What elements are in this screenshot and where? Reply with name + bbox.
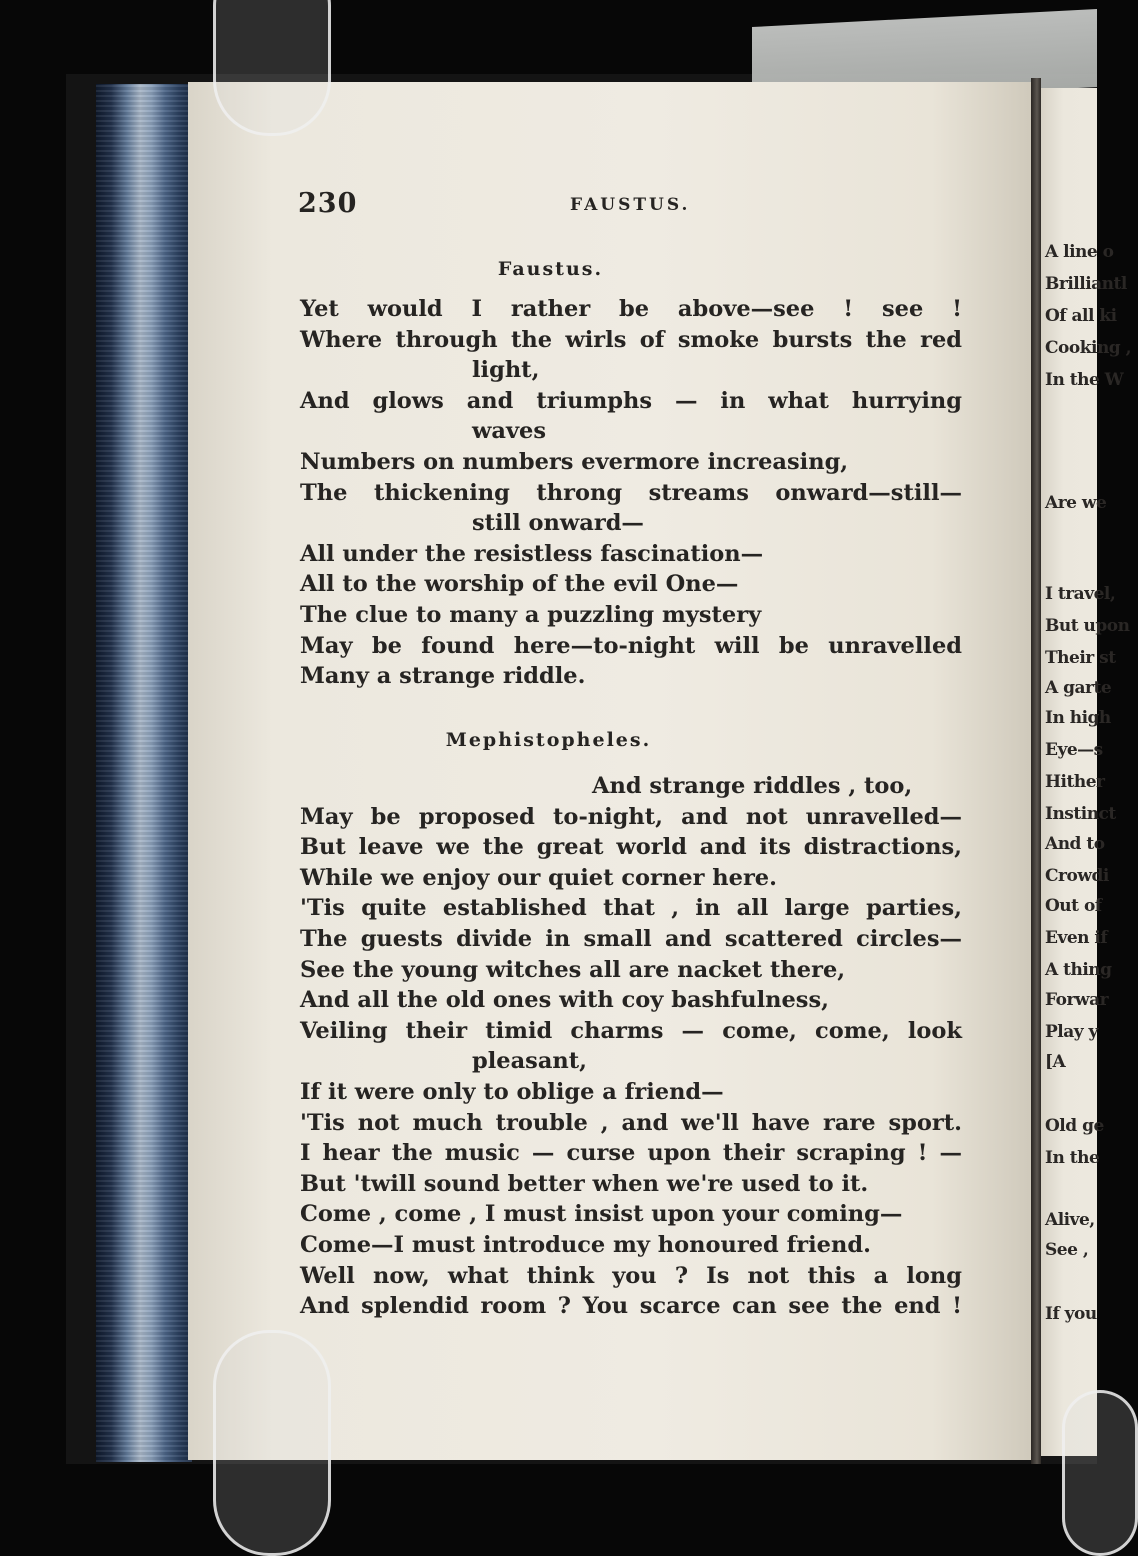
book-gutter (1031, 78, 1041, 1464)
speaker-mephistopheles: Mephistopheles. (445, 729, 652, 751)
facing-page-fragment: A line o (1045, 242, 1114, 262)
verse-line: Many a strange riddle. (300, 663, 586, 690)
verse-line: Well now, what think you ? Is not this a long (300, 1262, 962, 1289)
facing-page-fragment: Are we (1045, 493, 1107, 513)
verse-line: waves (472, 418, 547, 445)
verse-line: And all the old ones with coy bashfulness, (300, 987, 829, 1014)
facing-page-fragment: I travel, (1045, 584, 1116, 604)
verse-line: And splendid room ? You scarce can see the end ! (300, 1293, 962, 1320)
facing-page-fragment: Hither (1045, 772, 1105, 792)
facing-page-fragment: In the W (1045, 370, 1124, 390)
facing-page-fragment: But upon (1045, 616, 1130, 636)
facing-page-fragment: Crowdi (1045, 866, 1109, 886)
facing-page-fragment: Even if (1045, 928, 1108, 948)
verse-line: pleasant, (472, 1048, 588, 1075)
mephistopheles-speech (300, 771, 962, 1322)
facing-page-fragment: Old ge (1045, 1116, 1104, 1136)
verse-line: While we enjoy our quiet corner here. (300, 864, 777, 891)
facing-page-fragment: In high (1045, 708, 1111, 728)
verse-line: The guests divide in small and scattered circles— (300, 925, 962, 952)
faustus-speech (300, 294, 962, 692)
verse-line: I hear the music — curse upon their scraping ! — (300, 1140, 962, 1167)
page-holder-clip-bottom (213, 1330, 331, 1556)
verse-line: See the young witches all are nacket there, (300, 956, 846, 983)
verse-line: May be proposed to-night, and not unravelled— (300, 803, 962, 830)
verse-line: 'Tis quite established that , in all large parties, (300, 895, 962, 922)
facing-page-fragment: Play y (1045, 1022, 1098, 1042)
marbled-page-edge (96, 84, 192, 1462)
facing-page-fragment: If you (1045, 1304, 1097, 1324)
verse-line: Veiling their timid charms — come, come, look (300, 1017, 962, 1044)
verse-line: Numbers on numbers evermore increasing, (300, 448, 849, 475)
verse-line: Where through the wirls of smoke bursts the red (300, 326, 962, 353)
facing-page-fragment: And to (1045, 834, 1105, 854)
verse-line: All under the resistless fascination— (300, 540, 764, 567)
facing-page-fragment: Brilliantl (1045, 274, 1127, 294)
verse-line: Come—I must introduce my honoured friend. (300, 1231, 871, 1258)
running-title: FAUSTUS. (570, 195, 691, 215)
book-page-right (1041, 88, 1132, 1456)
verse-line: And strange riddles , too, (592, 773, 913, 799)
facing-page-fragment: [A (1045, 1052, 1066, 1072)
verse-line: 'Tis not much trouble , and we'll have rare sport. (300, 1109, 962, 1136)
verse-line: Yet would I rather be above—see ! see ! (300, 296, 962, 322)
verse-line: If it were only to oblige a friend— (300, 1078, 724, 1105)
verse-line: light, (472, 357, 540, 384)
facing-page-fragment: Eye—s (1045, 740, 1103, 760)
facing-page-fragment: A garte (1045, 678, 1112, 698)
verse-line: But 'twill sound better when we're used to it. (300, 1170, 869, 1197)
facing-page-fragment: Out of (1045, 896, 1102, 916)
facing-page-fragment: Instinct (1045, 804, 1116, 824)
page-holder-clip-top (213, 0, 331, 136)
speaker-faustus: Faustus. (497, 258, 604, 280)
verse-line: The clue to many a puzzling mystery (300, 601, 762, 628)
page-number: 230 (298, 188, 358, 219)
verse-line: All to the worship of the evil One— (300, 571, 739, 598)
facing-page-fragment: In the (1045, 1148, 1100, 1168)
verse-line: The thickening throng streams onward—still— (300, 479, 962, 506)
book-page-left (188, 82, 1033, 1460)
facing-page-fragment: See , (1045, 1240, 1089, 1260)
facing-page-fragment: Forwar (1045, 990, 1109, 1010)
verse-line: May be found here—to-night will be unravelled (300, 632, 962, 659)
verse-line: still onward— (472, 510, 644, 537)
facing-page-fragment: Their st (1045, 648, 1116, 668)
page-holder-clip-right (1062, 1390, 1138, 1556)
facing-page-fragment: A thing (1045, 960, 1112, 980)
verse-line: But leave we the great world and its distractions, (300, 834, 962, 861)
verse-line: Come , come , I must insist upon your coming— (300, 1201, 903, 1228)
facing-page-fragment: Alive, (1045, 1210, 1095, 1230)
verse-line: And glows and triumphs — in what hurrying (300, 387, 962, 414)
facing-page-fragment: Of all ki (1045, 306, 1117, 326)
facing-page-fragment: Cooking , (1045, 338, 1132, 358)
